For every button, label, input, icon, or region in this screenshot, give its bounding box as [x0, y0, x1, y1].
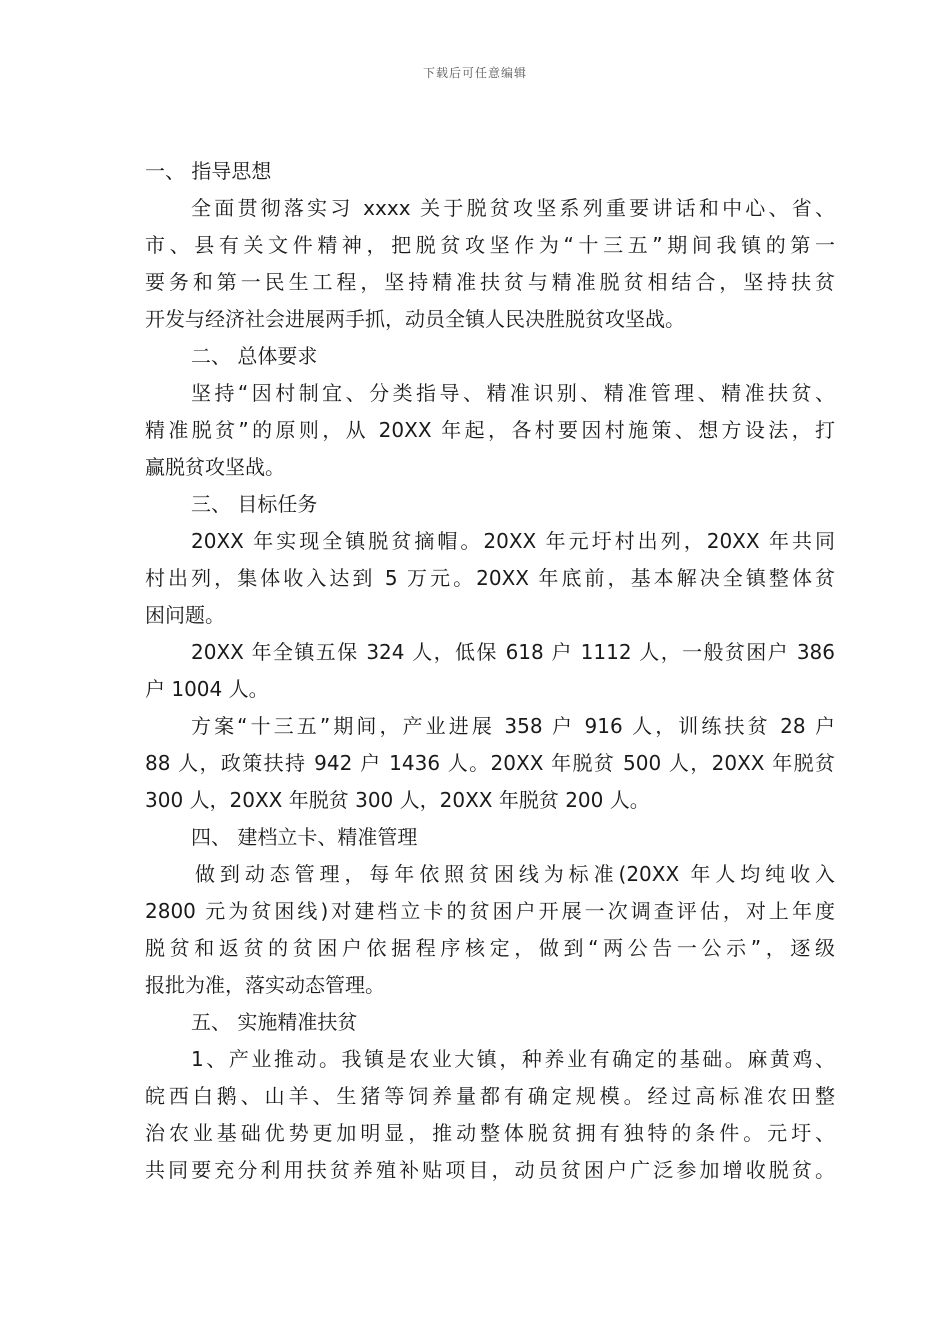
- paragraph-line: 脱贫和返贫的贫困户依据程序核定，做到“两公告一公示”，逐级: [145, 936, 835, 960]
- paragraph-line: 全面贯彻落实习 xxxx 关于脱贫攻坚系列重要讲话和中心、省、: [191, 196, 835, 220]
- section-heading-3: 三、 目标任务: [191, 492, 318, 516]
- paragraph-line: 88 人，政策扶持 942 户 1436 人。20XX 年脱贫 500 人，20XX 年脱贫: [145, 751, 835, 775]
- paragraph-line: 20XX 年实现全镇脱贫摘帽。20XX 年元圩村出列，20XX 年共同: [191, 529, 835, 553]
- section-heading-4: 四、 建档立卡、精准管理: [191, 825, 418, 849]
- paragraph-line: 精准脱贫”的原则，从 20XX 年起，各村要因村施策、想方设法，打: [145, 418, 835, 442]
- paragraph-line: 市、县有关文件精神，把脱贫攻坚作为“十三五”期间我镇的第一: [145, 233, 835, 257]
- paragraph-line: 治农业基础优势更加明显，推动整体脱贫拥有独特的条件。元圩、: [145, 1121, 835, 1145]
- page-header-note: 下载后可任意编辑: [422, 66, 527, 80]
- paragraph-line: 困问题。: [145, 603, 225, 627]
- section-heading-2: 二、 总体要求: [191, 344, 318, 368]
- paragraph-line: 赢脱贫攻坚战。: [145, 455, 285, 479]
- document-body: [145, 153, 835, 1189]
- paragraph-line: 村出列，集体收入达到 5 万元。20XX 年底前，基本解决全镇整体贫: [145, 566, 835, 590]
- paragraph-line: 报批为准，落实动态管理。: [145, 973, 385, 997]
- paragraph-line: 300 人，20XX 年脱贫 300 人，20XX 年脱贫 200 人。: [145, 788, 650, 812]
- section-heading-1: 一、 指导思想: [145, 159, 272, 183]
- paragraph-line: 共同要充分利用扶贫养殖补贴项目，动员贫困户广泛参加增收脱贫。: [145, 1158, 835, 1182]
- paragraph-line: 皖西白鹅、山羊、生猪等饲养量都有确定规模。经过高标准农田整: [145, 1084, 835, 1108]
- paragraph-line: 开发与经济社会进展两手抓，动员全镇人民决胜脱贫攻坚战。: [145, 307, 685, 331]
- paragraph-line: 方案“十三五”期间，产业进展 358 户 916 人，训练扶贫 28 户: [191, 714, 835, 738]
- paragraph-line: 2800 元为贫困线)对建档立卡的贫困户开展一次调查评估，对上年度: [145, 899, 835, 923]
- paragraph-line: 要务和第一民生工程，坚持精准扶贫与精准脱贫相结合，坚持扶贫: [145, 270, 835, 294]
- paragraph-line: 做到动态管理，每年依照贫困线为标准(20XX 年人均纯收入: [195, 862, 835, 886]
- paragraph-line: 坚持“因村制宜、分类指导、精准识别、精准管理、精准扶贫、: [191, 381, 835, 405]
- paragraph-line: 1、产业推动。我镇是农业大镇，种养业有确定的基础。麻黄鸡、: [191, 1047, 835, 1071]
- paragraph-line: 户 1004 人。: [145, 677, 269, 701]
- paragraph-line: 20XX 年全镇五保 324 人，低保 618 户 1112 人，一般贫困户 386: [191, 640, 835, 664]
- section-heading-5: 五、 实施精准扶贫: [191, 1010, 358, 1034]
